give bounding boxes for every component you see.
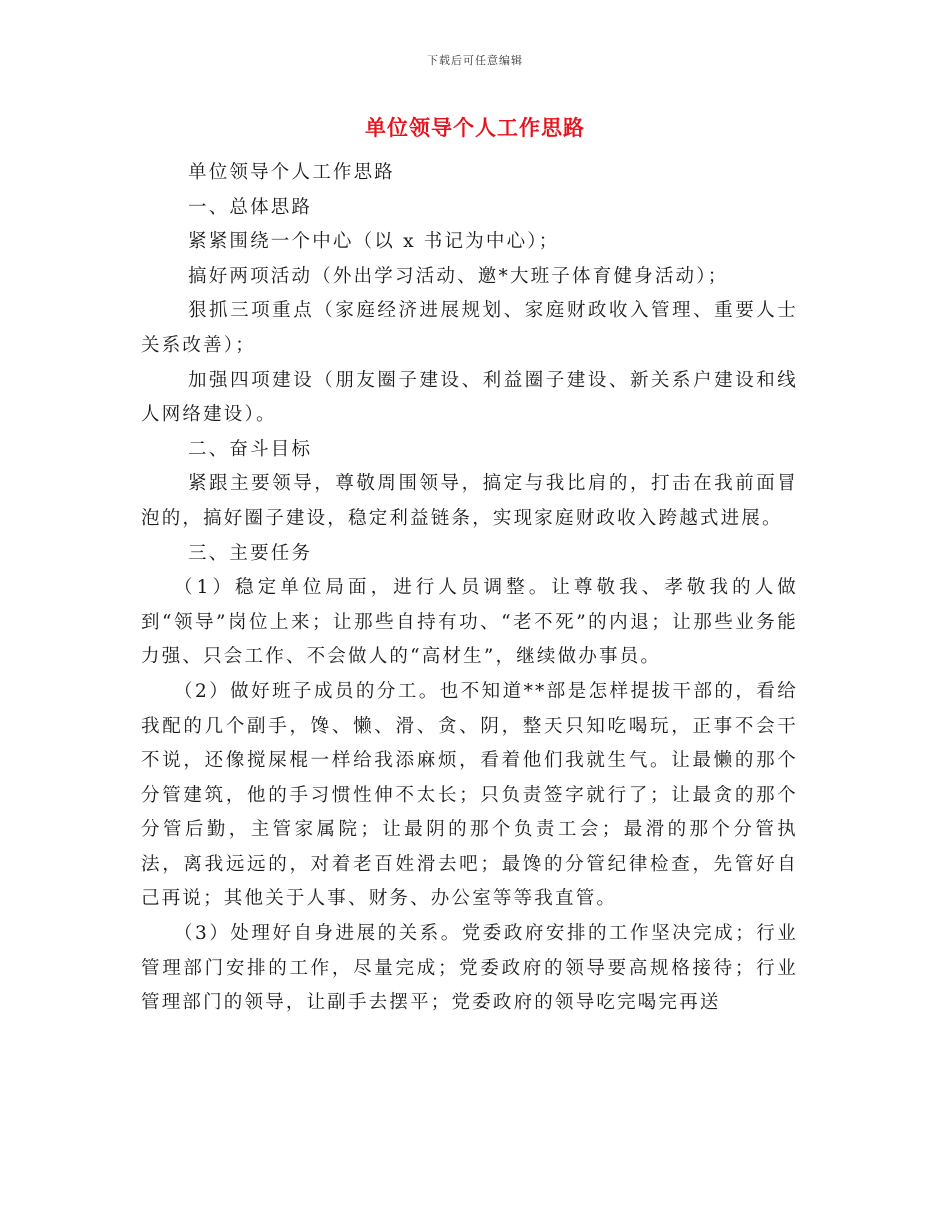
paragraph-goals: 紧跟主要领导，尊敬周围领导，搞定与我比肩的，打击在我前面冒泡的，搞好圈子建设，稳定利益链条，实现家庭财政收入跨越式进展。 <box>141 473 798 529</box>
paragraph-one-center: 紧紧围绕一个中心（以 x 书记为中心）； <box>188 231 560 253</box>
document-body <box>141 156 798 1021</box>
task-item-3: （3）处理好自身进展的关系。党委政府安排的工作坚决完成；行业管理部门安排的工作，尽量完成；党委政府的领导要高规格接待；行业管理部门的领导，让副手去摆平；党委政府的领导吃完喝完再送 <box>141 923 798 1014</box>
section-heading-overall: 一、总体思路 <box>188 196 313 218</box>
paragraph-four-constructions: 加强四项建设（朋友圈子建设、利益圈子建设、新关系户建设和线人网络建设）。 <box>141 369 798 426</box>
task-item-2: （2）做好班子成员的分工。也不知道**部是怎样提拔干部的，看给我配的几个副手，馋、懒、滑、贪、阴，整天只知吃喝玩，正事不会干不说，还像搅屎棍一样给我添麻烦，看着他们我就生气。让最懒的那个分管建筑，他的手习惯性伸不太长；只负责签字就行了；让最贪的那个分管后勤，主管家属院；让最阴的那个负责工会；最滑的那个分管执法，离我远远的，对着老百姓滑去吧；最馋的分管纪律检查，先管好自己再说；其他关于人事、财务、办公室等等我直管。 <box>141 680 798 910</box>
section-heading-goals: 二、奋斗目标 <box>188 438 313 460</box>
page-header-note: 下载后可任意编辑 <box>427 54 523 67</box>
paragraph-three-priorities: 狠抓三项重点（家庭经济进展规划、家庭财政收入管理、重要人士关系改善）； <box>141 300 798 356</box>
section-heading-tasks: 三、主要任务 <box>188 542 313 564</box>
paragraph-two-activities: 搞好两项活动（外出学习活动、邀*大班子体育健身活动）； <box>188 265 729 287</box>
task-item-1: （1）稳定单位局面，进行人员调整。让尊敬我、孝敬我的人做到“领导”岗位上来；让那些自持有功、“老不死”的内退；让那些业务能力强、只会工作、不会做人的“高材生”，继续做办事员。 <box>141 577 798 668</box>
paragraph-subtitle: 单位领导个人工作思路 <box>188 162 396 183</box>
document-title: 单位领导个人工作思路 <box>365 115 585 140</box>
